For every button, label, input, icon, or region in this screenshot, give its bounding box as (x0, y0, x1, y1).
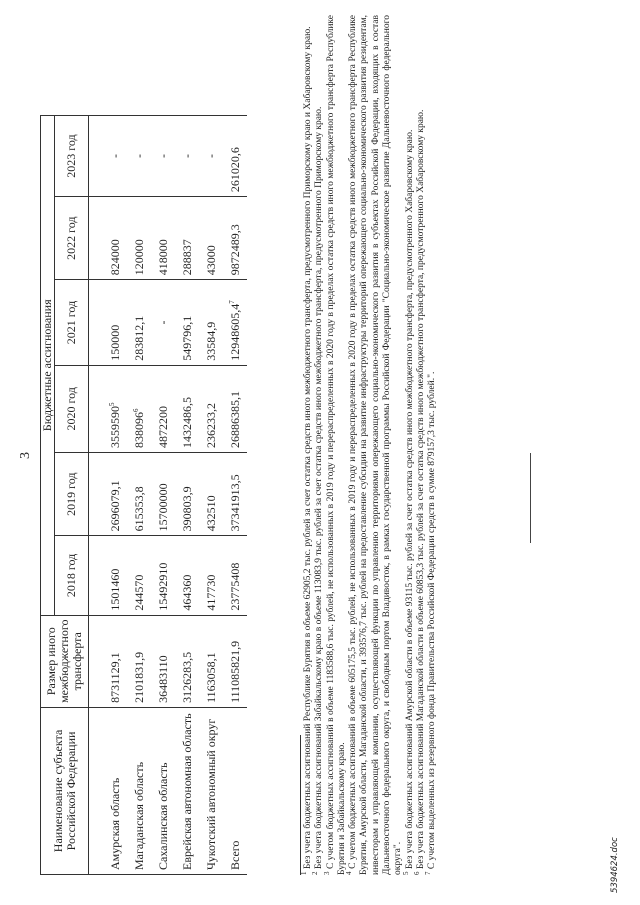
transfer-size-cell: 8731129,1 (89, 615, 128, 707)
value-2023-cell: - (199, 116, 223, 197)
end-rule (530, 453, 531, 543)
subject-name-cell: Сахалинская область (151, 707, 175, 874)
footnote (412, 15, 427, 875)
value-2021-cell: 549796,1 (175, 280, 199, 365)
header-budget: Бюджетные ассигнования (41, 116, 55, 616)
value-2020-cell: 236233,2 (199, 365, 223, 452)
header-year: 2022 год (55, 197, 89, 280)
value-2022-cell: 120000 (127, 197, 151, 280)
table-row (127, 116, 151, 875)
footnote (424, 15, 438, 875)
footnote-number: 1 (299, 871, 308, 875)
value-2020-cell: 26886385,1 (223, 365, 247, 452)
value-2021-cell: 12948605,4$^7$ (223, 280, 247, 365)
header-year: 2023 год (55, 116, 89, 197)
value-2020-cell: 838096$^6$ (127, 365, 151, 452)
footnote-mark: 7 (227, 300, 236, 304)
subject-name-cell: Еврейская автономная область (175, 707, 199, 874)
value-2019-cell: 432510 (199, 452, 223, 535)
footnote-text: Без учета бюджетных ассигнований Магаданской области в объеме 60853,3 тыс. рублей за счет остатка средств иного межбюджетного трансферта, предусмотренного Хабаровскому краю. (415, 109, 426, 870)
footnote-number: 3 (322, 871, 331, 875)
value-2021-cell: 283812,1 (127, 280, 151, 365)
footnote-number: 5 (401, 871, 410, 875)
footnote-number: 7 (424, 871, 433, 875)
value-2019-cell: 37341913,5 (223, 452, 247, 535)
subject-name-cell: Магаданская область (127, 707, 151, 874)
value-2019-cell: 615353,8 (127, 452, 151, 535)
value-2023-cell: 261020,6 (223, 116, 247, 197)
value-2018-cell: 1501460 (89, 536, 128, 615)
subject-name-cell: Всего (223, 707, 247, 874)
subject-name-cell: Амурская область (89, 707, 128, 874)
header-year: 2019 год (55, 452, 89, 535)
value-2018-cell: 23775408 (223, 536, 247, 615)
table-row (89, 116, 128, 875)
footnote-text: Без учета бюджетных ассигнований Амурской области в объеме 93115 тыс. рублей за счет остатка средств иного межбюджетного трансферта, предусмотренного Хабаровскому краю. (404, 129, 415, 870)
footnote (322, 14, 349, 875)
footnote (401, 15, 416, 875)
header-year: 2020 год (55, 365, 89, 452)
value-2018-cell: 244570 (127, 536, 151, 615)
value-2023-cell: - (127, 116, 151, 197)
transfer-size-cell: 111085821,9 (223, 615, 247, 707)
header-year: 2021 год (55, 280, 89, 365)
header-subject-name: Наименование субъекта Российской Федерации (41, 707, 89, 874)
table-row (199, 116, 223, 875)
transfer-size-cell: 1163058,1 (199, 615, 223, 707)
page-number: 3 (18, 452, 33, 459)
footnote-number: 6 (412, 871, 421, 875)
footnote-number: 4 (345, 871, 354, 875)
footnote-text: С учетом бюджетных ассигнований в объеме 1183588,6 тыс. рублей, не использованных в 2019 году и перераспределенных в 2020 году в пределах остатка средств иного межбюджетного трансферта Республике Бурятия и Забайкальскому краю. (325, 14, 347, 875)
header-transfer-size: Размер иного межбюджетного трансферта (41, 615, 89, 707)
transfer-size-cell: 36483110 (151, 615, 175, 707)
value-2023-cell: - (89, 116, 128, 197)
value-2023-cell: - (151, 116, 175, 197)
footnote (311, 15, 325, 875)
table-row (151, 116, 175, 875)
footnote-text: С учетом бюджетных ассигнований в объеме 605175,5 тыс. рублей, не использованных в 2019 году и перераспределенных в 2020 году в пределах остатка средств иного межбюджетного трансферта Республике Бурятия, Амурской области, Магаданской области, и 393576,7 тыс. рублей на предоставление субсидии на развитие инфраструктуры территорий опережающего социально-экономического развития резидентам, инвесторам и управляющей компании, осуществляющей функции по управлению территориями опережающего социально-экономического развития в субъектах Российской Федерации, входящих в состав Дальневосточного федерального округа, и свободным портом Владивосток, в рамках государственной программы Российской Федерации "Социально-экономическое развитие Дальневосточного федерального округа". (348, 14, 404, 875)
value-2018-cell: 417730 (199, 536, 223, 615)
footnote-number: 2 (311, 871, 320, 875)
value-2022-cell: 418000 (151, 197, 175, 280)
budget-table (40, 115, 247, 875)
value-2022-cell: 9872489,3 (223, 197, 247, 280)
footnote-mark: 6 (131, 408, 140, 412)
header-year: 2018 год (55, 536, 89, 615)
table-row (175, 116, 199, 875)
value-2023-cell: - (175, 116, 199, 197)
document-reference: 5394624.doc (610, 837, 620, 893)
value-2020-cell: 3559590$^5$ (89, 365, 128, 452)
footnotes (299, 14, 439, 875)
table-row (223, 116, 247, 875)
transfer-size-cell: 2101831,9 (127, 615, 151, 707)
value-2020-cell: 1432486,5 (175, 365, 199, 452)
footnote-mark: 5 (107, 402, 116, 406)
value-2020-cell: 4872200 (151, 365, 175, 452)
value-2022-cell: 43000 (199, 197, 223, 280)
footnote-text: С учетом выделенных из резервного фонда Правительства Российской Федерации средств в сумме 879157,3 тыс. рублей.". (427, 371, 438, 870)
value-2022-cell: 288837 (175, 197, 199, 280)
footnote (299, 15, 314, 875)
value-2022-cell: 824000 (89, 197, 128, 280)
value-2021-cell: - (151, 280, 175, 365)
footnote (345, 14, 404, 875)
footnote-text: Без учета бюджетных ассигнований Республике Бурятия в объеме 62905,2 тыс. рублей за счет остатка средств иного межбюджетного трансферта, предусмотренного Приморскому краю и Хабаровскому краю. (303, 26, 313, 870)
value-2021-cell: 150000 (89, 280, 128, 365)
value-2019-cell: 390803,9 (175, 452, 199, 535)
footnote-text: Без учета бюджетных ассигнований Забайкальскому краю в объеме 113083,9 тыс. рублей за счет остатка средств иного межбюджетного трансферта, предусмотренного Приморскому краю. (314, 106, 325, 870)
footnote-separator (300, 735, 301, 875)
subject-name-cell: Чукотский автономный округ (199, 707, 223, 874)
value-2018-cell: 464360 (175, 536, 199, 615)
value-2019-cell: 15700000 (151, 452, 175, 535)
value-2021-cell: 33584,9 (199, 280, 223, 365)
transfer-size-cell: 3126283,5 (175, 615, 199, 707)
value-2019-cell: 2696079,1 (89, 452, 128, 535)
value-2018-cell: 15492910 (151, 536, 175, 615)
